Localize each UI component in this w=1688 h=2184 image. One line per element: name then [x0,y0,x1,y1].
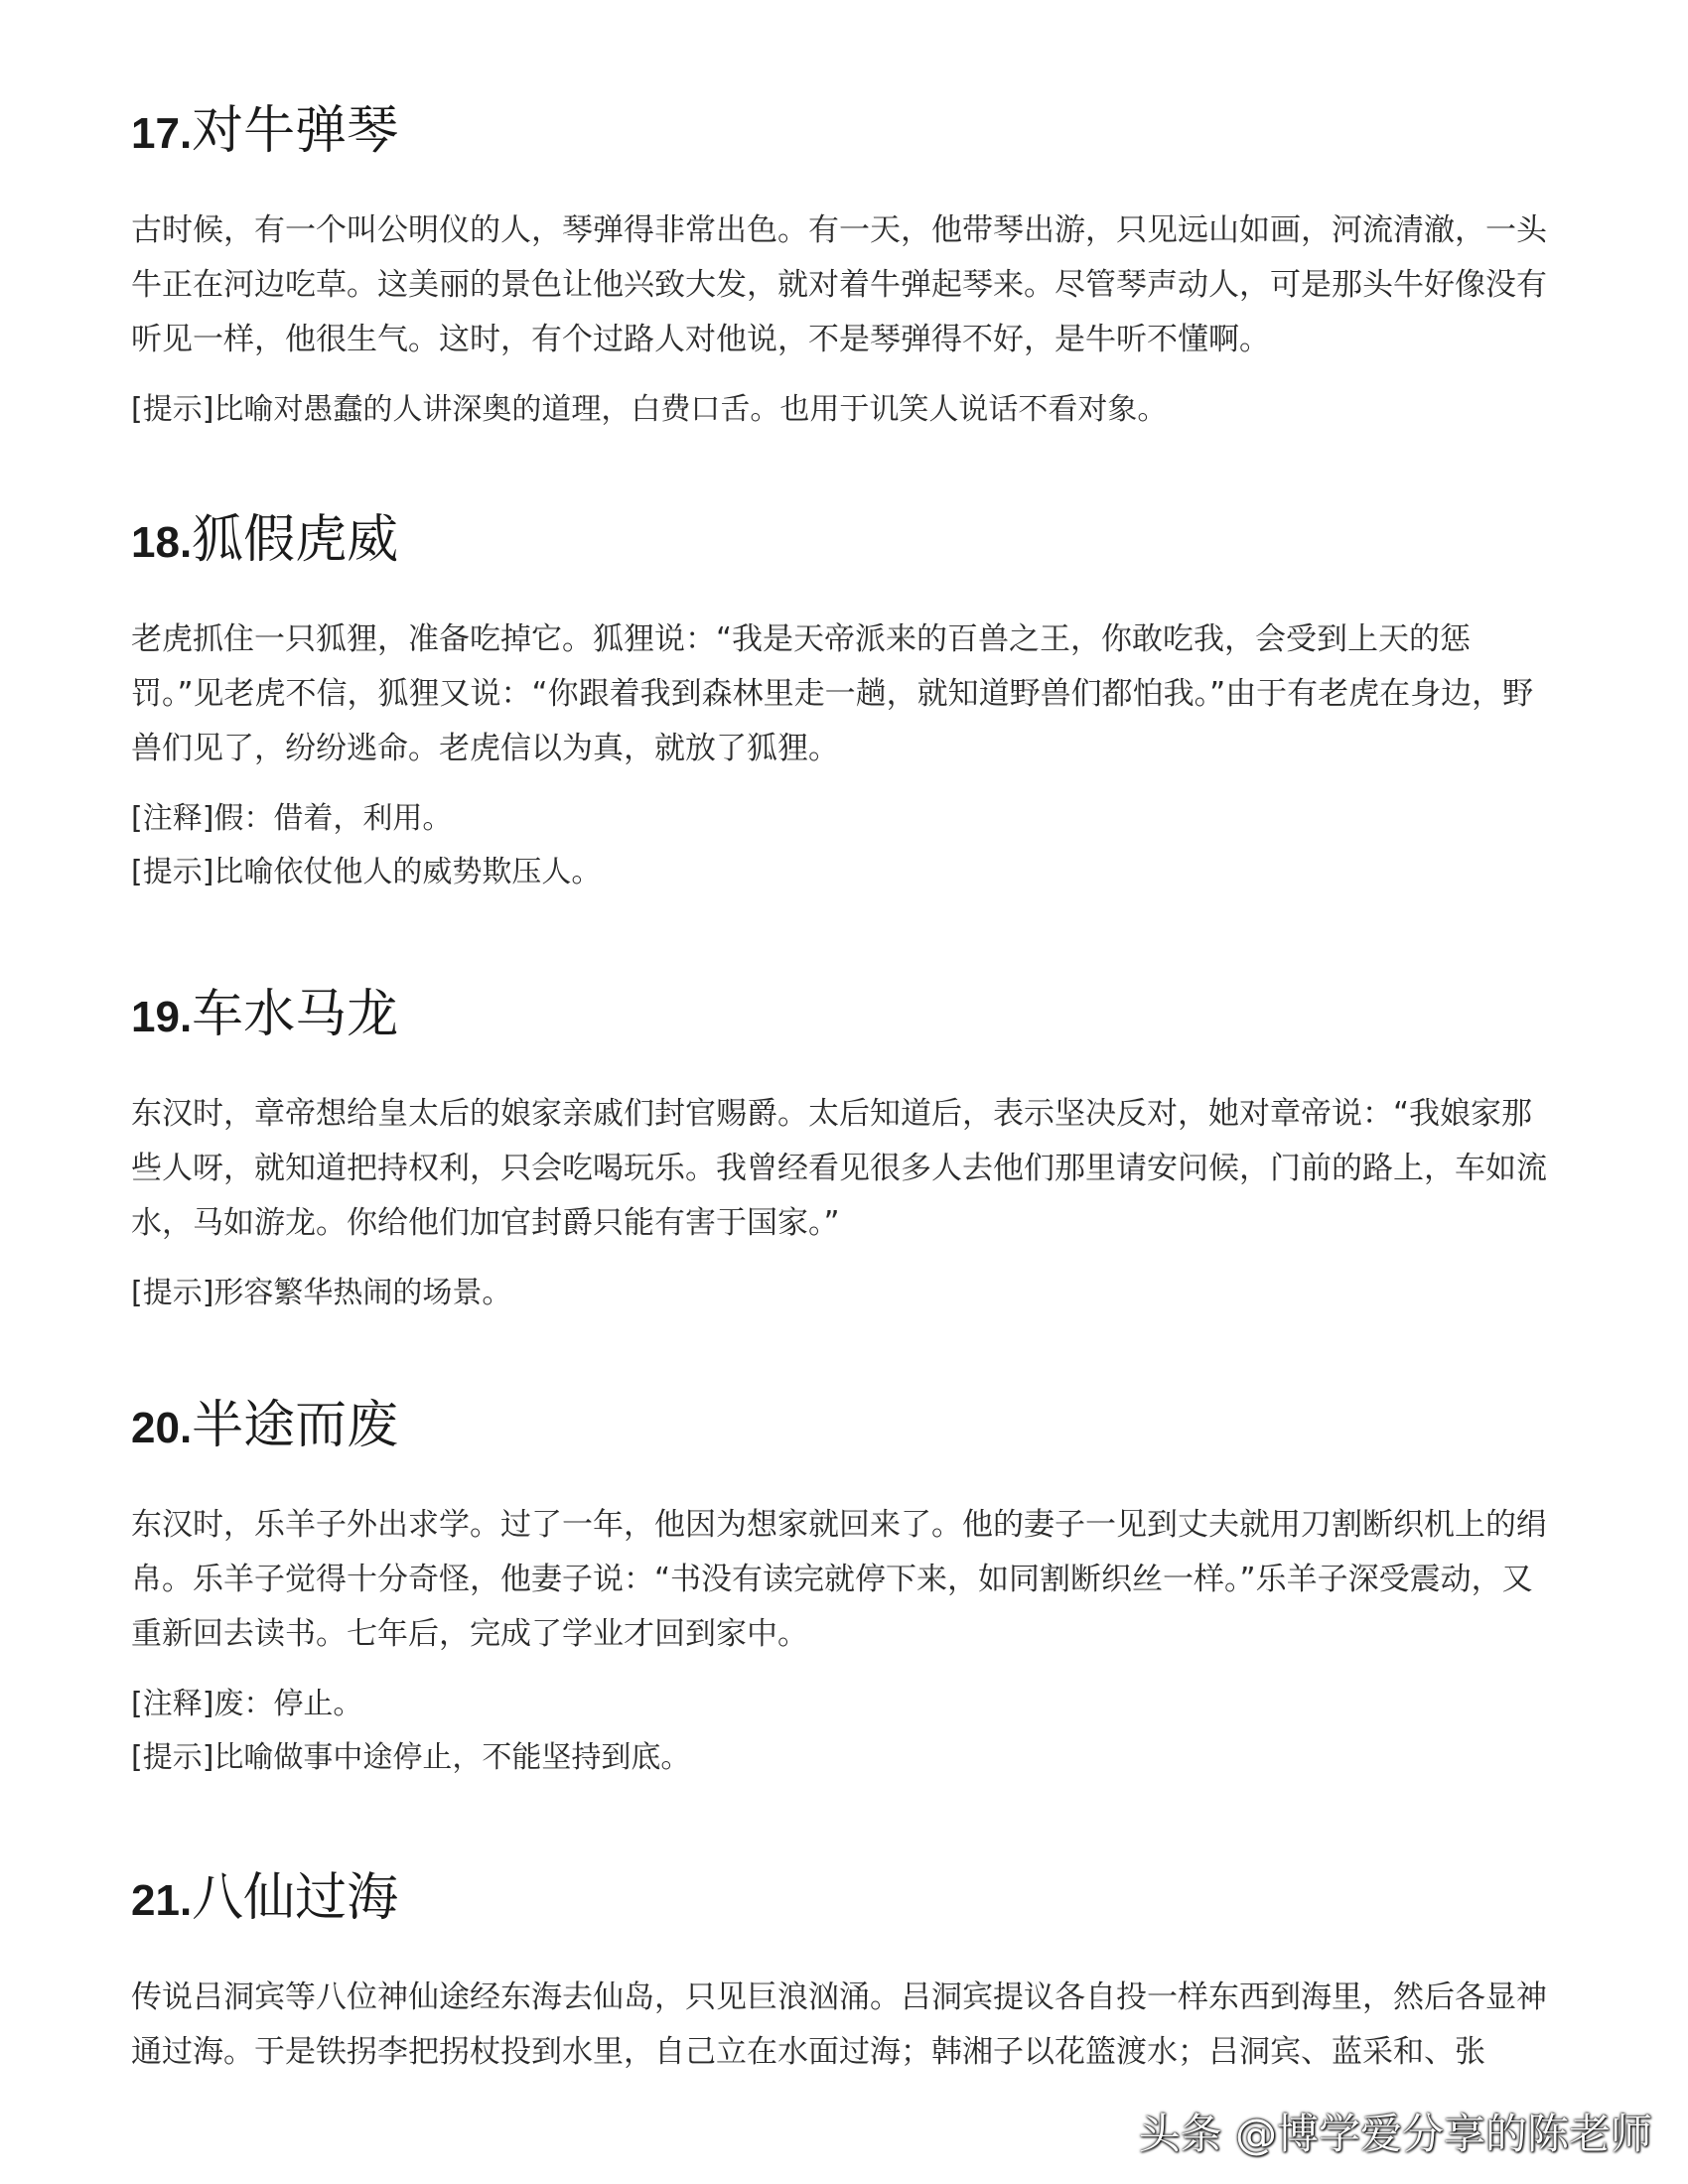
tip-text: 形容繁华热闹的场景。 [213,1276,512,1310]
section-number: 17. [131,109,193,158]
note-tag: [注释] [131,801,214,836]
tip-line [131,1267,1561,1320]
source-watermark: 头条 @博学爱分享的陈老师 [1138,2110,1652,2158]
note-line [131,792,1561,846]
section-heading [131,1394,1561,1460]
section-title: 车水马龙 [192,985,399,1044]
story-paragraph: 东汉时，章帝想给皇太后的娘家亲戚们封官赐爵。太后知道后，表示坚决反对，她对章帝说：“我娘家那些人呀，就知道把持权利，只会吃喝玩乐。我曾经看见很多人去他们那里请安问候，门前的路上，车如流水，马如游龙。你给他们加官封爵只能有害于国家。” [131,1096,1547,1241]
idiom-section-21 [131,1866,1561,2080]
story-paragraph: 东汉时，乐羊子外出求学。过了一年，他因为想家就回来了。他的妻子一见到丈夫就用刀割断织机上的绢帛。乐羊子觉得十分奇怪，他妻子说：“书没有读完就停下来，如同割断织丝一样。”乐羊子深受震动，又重新回去读书。七年后，完成了学业才回到家中。 [131,1507,1547,1652]
section-title: 八仙过海 [192,1868,399,1928]
note-line [131,1678,1561,1731]
section-title: 半途而废 [192,1396,399,1455]
note-tag: [注释] [131,1687,214,1721]
section-heading [131,983,1561,1049]
story-paragraph: 传说吕洞宾等八位神仙途经东海去仙岛，只见巨浪汹涌。吕洞宾提议各自投一样东西到海里，然后各显神通过海。于是铁拐李把拐杖投到水里，自己立在水面过海；韩湘子以花篮渡水；吕洞宾、蓝采和、张 [131,1979,1547,2070]
section-heading [131,508,1561,575]
section-title: 狐假虎威 [192,510,399,570]
section-number: 21. [131,1876,193,1925]
note-text: 假：借着，利用。 [213,801,453,836]
idiom-section-20 [131,1394,1561,1785]
tip-tag: [提示] [131,392,214,427]
idiom-section-17 [131,99,1561,437]
note-text: 废：停止。 [213,1687,363,1721]
tip-line [131,846,1561,899]
idiom-section-19 [131,983,1561,1320]
tip-text: 比喻对愚蠢的人讲深奥的道理，白费口舌。也用于讥笑人说话不看对象。 [213,392,1168,427]
tip-text: 比喻依仗他人的威势欺压人。 [213,855,602,889]
tip-tag: [提示] [131,855,214,889]
tip-line [131,383,1561,437]
idiom-section-18 [131,508,1561,899]
section-number: 20. [131,1404,193,1452]
tip-tag: [提示] [131,1276,214,1310]
section-number: 19. [131,993,193,1041]
section-heading [131,99,1561,166]
tip-tag: [提示] [131,1740,214,1775]
section-number: 18. [131,518,193,567]
section-heading [131,1866,1561,1933]
tip-line [131,1731,1561,1785]
story-paragraph: 老虎抓住一只狐狸，准备吃掉它。狐狸说：“我是天帝派来的百兽之王，你敢吃我，会受到上天的惩罚。”见老虎不信，狐狸又说：“你跟着我到森林里走一趟，就知道野兽们都怕我。”由于有老虎在身边，野兽们见了，纷纷逃命。老虎信以为真，就放了狐狸。 [131,621,1534,766]
story-paragraph: 古时候，有一个叫公明仪的人，琴弹得非常出色。有一天，他带琴出游，只见远山如画，河流清澈，一头牛正在河边吃草。这美丽的景色让他兴致大发，就对着牛弹起琴来。尽管琴声动人，可是那头牛好像没有听见一样，他很生气。这时，有个过路人对他说，不是琴弹得不好，是牛听不懂啊。 [131,212,1547,357]
section-title: 对牛弹琴 [192,101,399,161]
tip-text: 比喻做事中途停止，不能坚持到底。 [213,1740,691,1775]
